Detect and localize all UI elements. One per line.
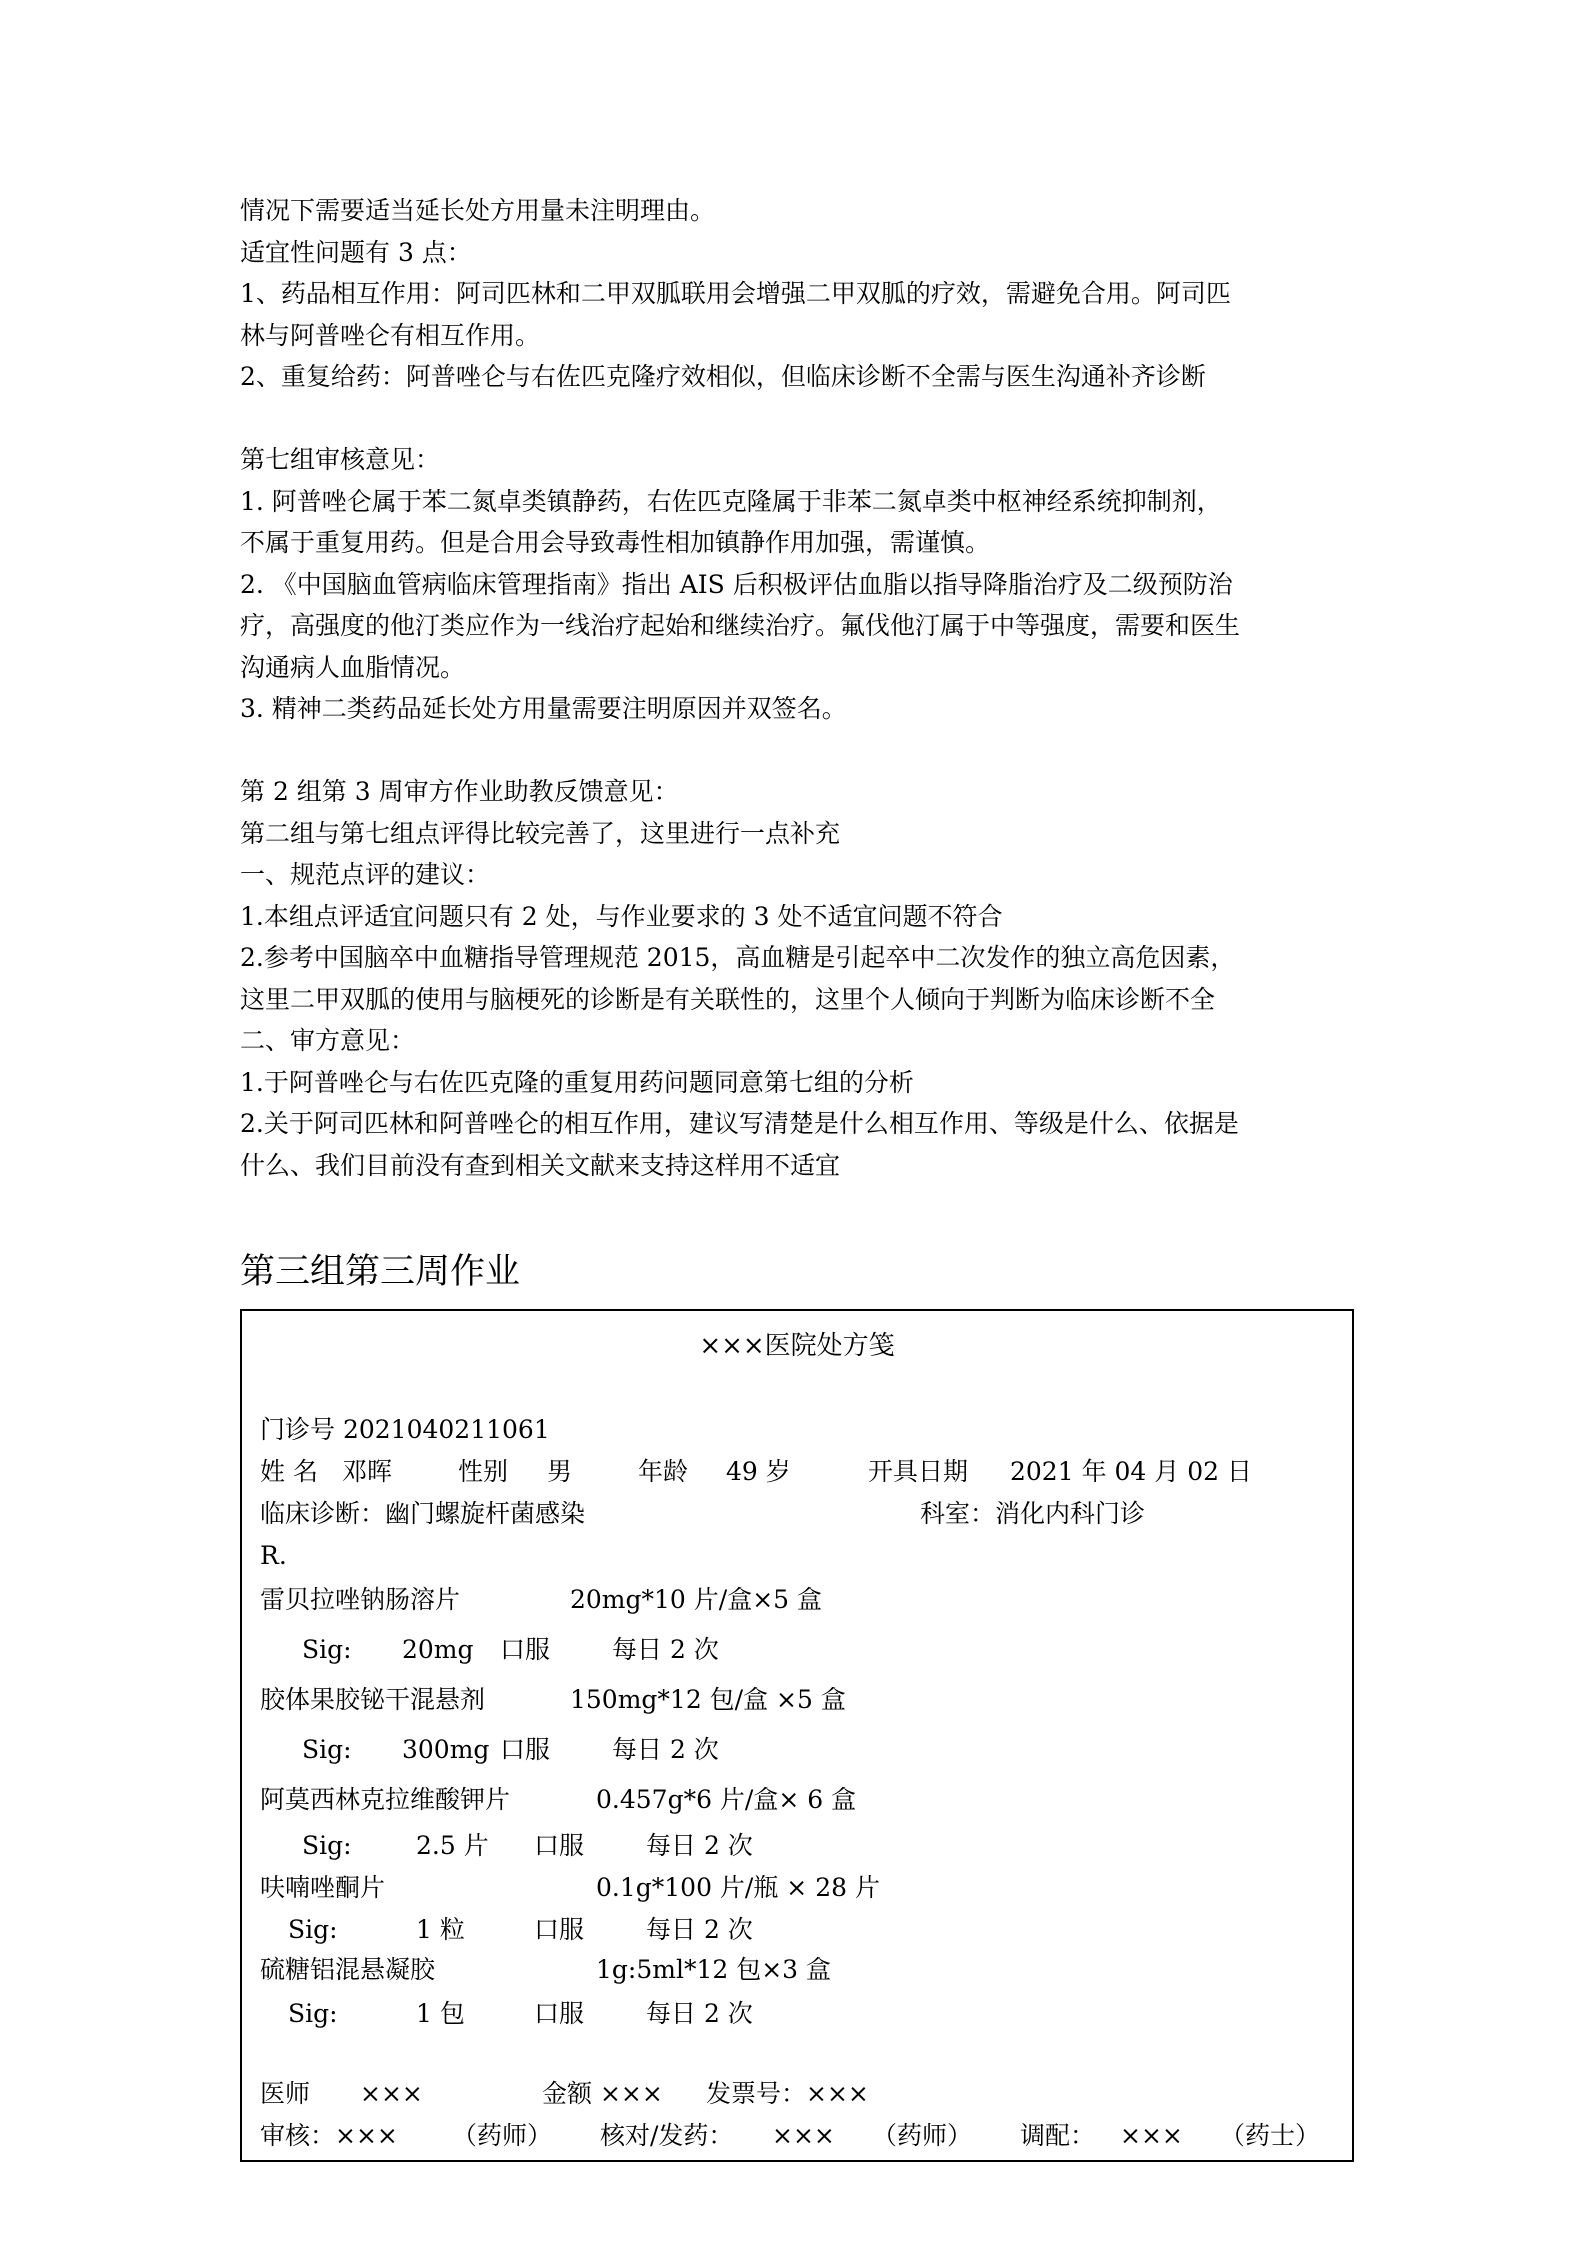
section-heading: 第七组审核意见： — [240, 445, 441, 474]
dispense-label: 调配： — [1020, 2121, 1096, 2150]
patient-sex: 男 — [547, 1457, 573, 1486]
drug-frequency: 每日 2 次 — [646, 1999, 753, 2028]
drug-row — [260, 1871, 1340, 1905]
sig-label: Sig: — [302, 1735, 352, 1764]
section-title: 第三组第三周作业 — [240, 1252, 521, 1292]
drug-dose: 1 包 — [416, 1999, 465, 2028]
paragraph-line: 1.于阿普唑仑与右佐匹克隆的重复用药问题同意第七组的分析 — [240, 1067, 914, 1097]
paragraph-line: 1、药品相互作用：阿司匹林和二甲双胍联用会增强二甲双胍的疗效，需避免合用。阿司匹 — [240, 279, 1231, 308]
paragraph-line: 2.参考中国脑卒中血糖指导管理规范 2015，高血糖是引起卒中二次发作的独立高危因素， — [240, 943, 1236, 972]
drug-usage-row — [260, 1733, 1340, 1767]
drug-row — [260, 1953, 1340, 1987]
prescription-title: ×××医院处方笺 — [699, 1331, 895, 1361]
paragraph-line: 这里二甲双胍的使用与脑梗死的诊断是有关联性的，这里个人倾向于判断为临床诊断不全 — [240, 984, 1216, 1014]
drug-route: 口服 — [534, 1999, 585, 2028]
drug-spec: 0.457g*6 片/盒× 6 盒 — [596, 1785, 857, 1814]
review-role: （药师） — [452, 2121, 553, 2150]
check-label: 核对/发药： — [600, 2121, 734, 2150]
clinical-diagnosis: 临床诊断：幽门螺旋杆菌感染 — [260, 1499, 586, 1528]
paragraph-line: 第二组与第七组点评得比较完善了，这里进行一点补充 — [240, 818, 841, 848]
paragraph-line: 适宜性问题有 3 点： — [240, 237, 472, 267]
sig-label: Sig: — [302, 1831, 352, 1860]
drug-dose: 2.5 片 — [416, 1831, 489, 1860]
clinic-number: 门诊号 2021040211061 — [260, 1415, 550, 1444]
patient-info-row — [260, 1455, 1340, 1489]
review-comments — [240, 190, 1350, 1186]
paragraph-line: 情况下需要适当延长处方用量未注明理由。 — [240, 196, 716, 225]
sig-label: Sig: — [288, 1999, 338, 2028]
blank-line — [240, 398, 1350, 440]
drug-name: 雷贝拉唑钠肠溶片 — [260, 1585, 461, 1614]
patient-age: 49 岁 — [726, 1457, 791, 1486]
drug-dose: 300mg — [402, 1735, 490, 1764]
paragraph-line: 林与阿普唑仑有相互作用。 — [240, 320, 541, 350]
drug-route: 口服 — [534, 1831, 585, 1860]
name-label: 姓 名 — [260, 1457, 318, 1486]
drug-spec: 0.1g*100 片/瓶 × 28 片 — [596, 1873, 880, 1902]
paragraph-line: 2、重复给药：阿普唑仑与右佐匹克隆疗效相似，但临床诊断不全需与医生沟通补齐诊断 — [240, 362, 1206, 391]
drug-row — [260, 1783, 1340, 1817]
patient-name: 邓晖 — [342, 1457, 393, 1486]
department: 科室：消化内科门诊 — [920, 1499, 1146, 1528]
check-name: ××× — [772, 2121, 835, 2150]
drug-frequency: 每日 2 次 — [646, 1831, 753, 1860]
paragraph-line: 2. 《中国脑血管病临床管理指南》指出 AIS 后积极评估血脂以指导降脂治疗及二级预防治 — [240, 569, 1233, 599]
drug-dose: 1 粒 — [416, 1915, 465, 1944]
sex-label: 性别 — [458, 1457, 509, 1486]
doctor-row — [260, 2077, 1340, 2111]
dispense-role: （药士） — [1220, 2121, 1321, 2150]
check-role: （药师） — [872, 2121, 973, 2150]
drug-usage-row — [260, 1997, 1340, 2031]
paragraph-line: 1. 阿普唑仑属于苯二氮卓类镇静药，右佐匹克隆属于非苯二氮卓类中枢神经系统抑制剂， — [240, 486, 1222, 516]
section-heading: 第 2 组第 3 周审方作业助教反馈意见： — [240, 777, 679, 806]
paragraph-line: 1.本组点评适宜问题只有 2 处，与作业要求的 3 处不适宜问题不符合 — [240, 901, 1003, 931]
sig-label: Sig: — [288, 1915, 338, 1944]
paragraph-line: 沟通病人血脂情况。 — [240, 652, 466, 682]
paragraph-line: 3. 精神二类药品延长处方用量需要注明原因并双签名。 — [240, 694, 847, 723]
issue-date: 2021 年 04 月 02 日 — [1010, 1457, 1252, 1486]
drug-usage-row — [260, 1913, 1340, 1947]
signature-row — [260, 2119, 1340, 2153]
rp-symbol: R. — [260, 1541, 287, 1570]
drug-name: 阿莫西林克拉维酸钾片 — [260, 1785, 511, 1814]
sig-label: Sig: — [302, 1635, 352, 1664]
drug-route: 口服 — [500, 1735, 551, 1764]
review-label: 审核：××× — [260, 2121, 398, 2150]
doctor-label: 医师 — [260, 2079, 311, 2108]
paragraph-line: 2.关于阿司匹林和阿普唑仑的相互作用，建议写清楚是什么相互作用、等级是什么、依据是 — [240, 1109, 1239, 1138]
drug-name: 胶体果胶铋干混悬剂 — [260, 1685, 486, 1714]
invoice-number: 发票号：××× — [706, 2079, 869, 2108]
drug-name: 硫糖铝混悬凝胶 — [260, 1955, 436, 1984]
age-label: 年龄 — [638, 1457, 689, 1486]
doctor-name: ××× — [360, 2079, 423, 2108]
drug-spec: 1g:5ml*12 包×3 盒 — [596, 1955, 831, 1984]
drug-frequency: 每日 2 次 — [612, 1635, 719, 1664]
drug-row — [260, 1583, 1340, 1617]
paragraph-line: 疗，高强度的他汀类应作为一线治疗起始和继续治疗。氟伐他汀属于中等强度，需要和医生 — [240, 611, 1241, 640]
paragraph-line: 不属于重复用药。但是合用会导致毒性相加镇静作用加强，需谨慎。 — [240, 528, 991, 557]
blank-line — [240, 730, 1350, 772]
paragraph-line: 什么、我们目前没有查到相关文献来支持这样用不适宜 — [240, 1150, 841, 1180]
drug-row — [260, 1683, 1340, 1717]
diagnosis-row — [260, 1497, 1340, 1531]
drug-frequency: 每日 2 次 — [646, 1915, 753, 1944]
drug-name: 呋喃唑酮片 — [260, 1873, 386, 1902]
drug-usage-row — [260, 1829, 1340, 1863]
paragraph-line: 一、规范点评的建议： — [240, 860, 491, 889]
drug-spec: 20mg*10 片/盒×5 盒 — [570, 1585, 823, 1614]
drug-usage-row — [260, 1633, 1340, 1667]
drug-route: 口服 — [534, 1915, 585, 1944]
drug-route: 口服 — [500, 1635, 551, 1664]
paragraph-line: 二、审方意见： — [240, 1026, 416, 1055]
drug-spec: 150mg*12 包/盒 ×5 盒 — [570, 1685, 846, 1714]
prescription-form — [240, 1309, 1354, 2162]
dispense-name: ××× — [1120, 2121, 1183, 2150]
drug-frequency: 每日 2 次 — [612, 1735, 719, 1764]
amount: 金额 ××× — [542, 2079, 663, 2108]
drug-dose: 20mg — [402, 1635, 474, 1664]
date-label: 开具日期 — [868, 1457, 969, 1486]
